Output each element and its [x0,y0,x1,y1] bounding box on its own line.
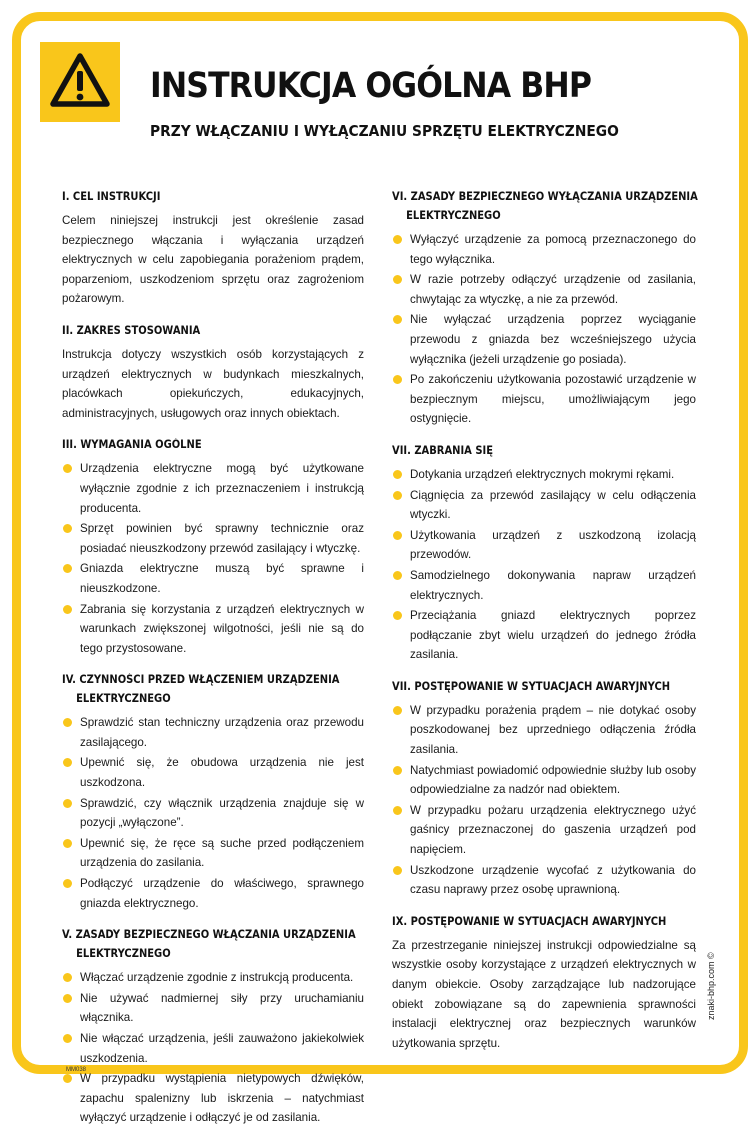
section-heading: IV. CZYNNOŚCI PRZED WŁĄCZENIEM URZĄDZENIA ELEKTRYCZNEGO [62,673,340,706]
bullet-dot-icon [393,706,402,715]
section-heading: VII. POSTĘPOWANIE W SYTUACJACH AWARYJNYCH [392,679,671,693]
list-item [392,761,696,800]
list-item [392,606,696,665]
bullet-dot-icon [63,879,72,888]
list-item [392,230,696,269]
section-wymagania-ogolne [62,435,364,658]
bullet-dot-icon [63,718,72,727]
list-item-text: W razie potrzeby odłączyć urządzenie od zasilania, chwytając za wtyczkę, a nie za przewód. [410,273,696,306]
list-item [392,310,696,369]
bullet-dot-icon [393,531,402,540]
list-item [392,861,696,900]
bullet-list [392,230,696,429]
bullet-dot-icon [63,564,72,573]
section-heading: II. ZAKRES STOSOWANIA [62,323,201,337]
website-credit: znaki-bhp.com © [706,952,716,1020]
list-item [62,559,364,598]
section-heading: VII. ZABRANIA SIĘ [392,443,493,457]
product-code: MM038 [66,1067,87,1073]
list-item-text: W przypadku pożaru urządzenia elektrycznego użyć gaśnicy przeznaczonej do gaszenia urządzeń pod napięciem. [410,803,696,857]
list-item-text: Gniazda elektryczne muszą być sprawne i nieuszkodzone. [80,562,364,595]
list-item [392,701,696,760]
list-item-text: Sprawdzić, czy włącznik urządzenia znajduje się w pozycji „wyłączone”. [80,796,364,830]
list-item-text: W przypadku porażenia prądem – nie dotykać osoby poszkodowanej bez uprzedniego odłączenia źródła zasilania. [410,703,696,757]
list-item-text: Sprzęt powinien być sprawny technicznie oraz posiadać nieuszkodzony przewód zasilający i wtyczkę. [80,522,364,555]
bullet-dot-icon [393,315,402,324]
list-item-text: Dotykania urządzeń elektrycznych mokrymi rękami. [410,467,675,481]
page-title: INSTRUKCJA OGÓLNA BHP [150,66,592,106]
list-item-text: Natychmiast powiadomić odpowiednie służby lub osoby odpowiedzialne za nadzór nad obiektem. [410,763,696,797]
right-column [392,187,696,1065]
section-paragraph: Za przestrzeganie niniejszej instrukcji odpowiedzialne są wszystkie osoby korzystające z urządzeń elektrycznych w danym obiekcie. Osoby zarządzające lub nadzorujące obiekt zobowiązane są do zapewnienia sprawności instalacji elektrycznej oraz bezpiecznych warunków użytkowania sprzętu. [392,938,696,1050]
bullet-dot-icon [63,1034,72,1043]
section-odpowiedzialnosc [392,912,696,1054]
page-subtitle: PRZY WŁĄCZANIU I WYŁĄCZANIU SPRZĘTU ELEKTRYCZNEGO [150,122,619,140]
bullet-list [392,701,696,900]
section-heading: VI. ZASADY BEZPIECZNEGO WYŁĄCZANIA URZĄDZENIA ELEKTRYCZNEGO [392,190,698,222]
list-item-text: Użytkowania urządzeń z uszkodzoną izolacją przewodów. [410,528,696,562]
bullet-dot-icon [63,839,72,848]
bullet-dot-icon [393,491,402,500]
bullet-list [392,465,696,665]
bullet-list [62,713,364,913]
bullet-list [62,459,364,658]
list-item-text: Nie włączać urządzenia, jeśli zauważono jakiekolwiek uszkodzenia. [80,1032,364,1065]
list-item [392,465,696,485]
section-heading: III. WYMAGANIA OGÓLNE [62,438,202,452]
section-zabrania-sie [392,441,696,665]
left-column [62,187,364,1140]
bullet-dot-icon [63,994,72,1003]
bullet-dot-icon [393,766,402,775]
list-item-text: Zabrania się korzystania z urządzeń elektrycznych w warunkach zwiększonej wilgotności, jeśli nie są do tego przystosowane. [80,602,364,655]
list-item [62,989,364,1028]
list-item-text: Sprawdzić stan techniczny urządzenia oraz przewodu zasilającego. [80,716,364,749]
list-item-text: Włączać urządzenie zgodnie z instrukcją producenta. [80,971,354,985]
bullet-dot-icon [63,524,72,533]
list-item [392,270,696,309]
bullet-dot-icon [63,605,72,614]
bullet-dot-icon [393,806,402,815]
bullet-dot-icon [393,470,402,479]
list-item-text: Po zakończeniu użytkowania pozostawić urządzenie w bezpiecznym miejscu, umożliwiającym jego ostygnięcie. [410,373,696,426]
bullet-list [62,968,364,1128]
section-heading: V. ZASADY BEZPIECZNEGO WŁĄCZANIA URZĄDZENIA ELEKTRYCZNEGO [62,928,356,961]
list-item [62,1029,364,1068]
section-heading: IX. POSTĘPOWANIE W SYTUACJACH AWARYJNYCH [392,914,667,928]
section-czynnosci-przed-wlaczeniem [62,670,364,913]
list-item-text: Uszkodzone urządzenie wycofać z użytkowania do czasu naprawy przez osobę uprawnioną. [410,863,696,897]
list-item [62,874,364,913]
list-item [392,801,696,860]
list-item-text: Samodzielnego dokonywania napraw urządzeń elektrycznych. [410,568,696,602]
list-item-text: Podłączyć urządzenie do właściwego, sprawnego gniazda elektrycznego. [80,877,364,910]
section-postepowanie-awaryjne [392,677,696,900]
section-zasady-wlaczania [62,925,364,1128]
list-item-text: Nie wyłączać urządzenia poprzez wyciąganie przewodu z gniazda bez wcześniejszego użycia wyłącznika (jeżeli urządzenie go posiada). [410,313,696,366]
bullet-dot-icon [393,275,402,284]
warning-triangle-icon [49,52,111,110]
bullet-dot-icon [393,375,402,384]
bullet-dot-icon [63,464,72,473]
section-cel-instrukcji [62,187,364,309]
list-item-text: W przypadku wystąpienia nietypowych dźwięków, zapachu spalenizny lub iskrzenia – natychmiast wyłączyć urządzenie i odłączyć je od zasilania. [80,1072,364,1125]
list-item [62,713,364,752]
list-item [62,519,364,558]
list-item [62,968,364,988]
bullet-dot-icon [393,235,402,244]
list-item [62,794,364,833]
list-item [62,459,364,518]
bullet-dot-icon [393,611,402,620]
list-item-text: Upewnić się, że ręce są suche przed podłączeniem urządzenia do zasilania. [80,836,364,870]
list-item-text: Wyłączyć urządzenie za pomocą przeznaczonego do tego wyłącznika. [410,233,696,266]
bullet-dot-icon [63,799,72,808]
warning-sign [40,42,120,122]
bullet-dot-icon [393,571,402,580]
section-paragraph: Celem niniejszej instrukcji jest określenie zasad bezpiecznego włączania i wyłączania urządzeń elektrycznych w celu zapobiegania porażeniom prądem, poparzeniom, uszkodzeniom sprzętu oraz zagrożeniom pożarowym. [62,214,364,306]
list-item [392,486,696,525]
bullet-dot-icon [393,866,402,875]
list-item-text: Nie używać nadmiernej siły przy uruchamianiu włącznika. [80,991,364,1025]
bullet-dot-icon [63,973,72,982]
list-item [62,834,364,873]
list-item-text: Ciągnięcia za przewód zasilający w celu odłączenia wtyczki. [410,488,696,522]
bullet-dot-icon [63,758,72,767]
list-item-text: Urządzenia elektryczne mogą być użytkowane wyłącznie zgodnie z ich przeznaczeniem i instrukcją producenta. [80,462,364,515]
section-paragraph: Instrukcja dotyczy wszystkich osób korzystających z urządzeń elektrycznych w budynkach mieszkalnych, placówkach opiekuńczych, edukacyjnych, administracyjnych, usługowych oraz innych obiektach. [62,347,364,420]
list-item [62,600,364,659]
section-zasady-wylaczania [392,187,696,429]
list-item [62,1069,364,1128]
section-heading: I. CEL INSTRUKCJI [62,190,161,203]
list-item [392,526,696,565]
list-item-text: Upewnić się, że obudowa urządzenia nie jest uszkodzona. [80,756,364,790]
list-item [62,753,364,792]
list-item [392,566,696,605]
section-zakres-stosowania [62,321,364,423]
list-item-text: Przeciążania gniazd elektrycznych poprzez podłączanie zbyt wielu urządzeń do jednego źródła zasilania. [410,609,696,662]
list-item [392,370,696,429]
bullet-dot-icon [63,1074,72,1083]
